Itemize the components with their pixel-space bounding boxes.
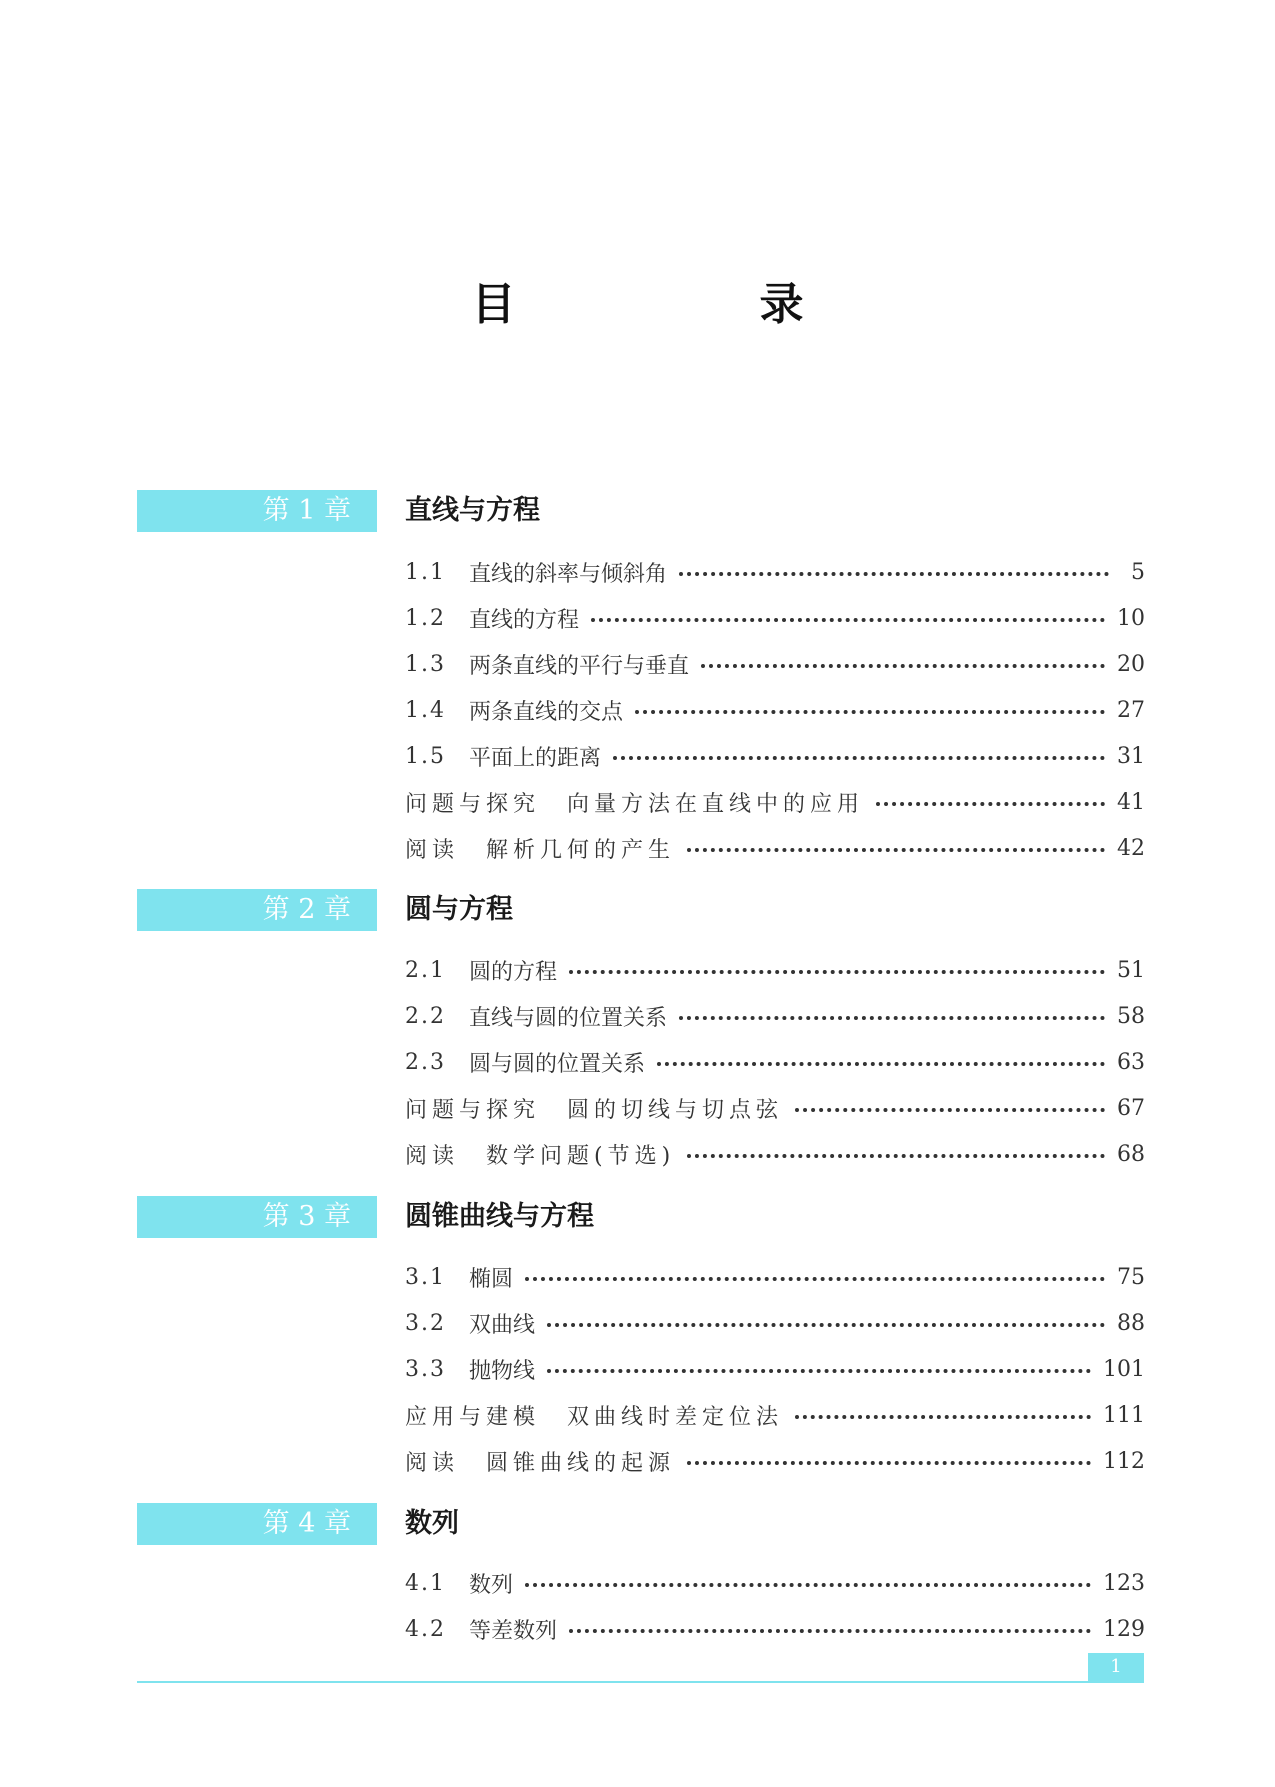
page-ref: 88 xyxy=(1117,1310,1145,1336)
toc-entry[interactable] xyxy=(405,1308,1145,1338)
section-number: 1.5 xyxy=(405,743,446,769)
section-title: 直线的斜率与倾斜角 xyxy=(469,561,668,587)
section-number: 2.2 xyxy=(405,1003,446,1029)
toc-entry[interactable] xyxy=(405,1093,1145,1123)
section-title: 问题与探究 圆的切线与切点弦 xyxy=(405,1097,784,1123)
toc-entry[interactable] xyxy=(405,695,1145,725)
page-ref: 101 xyxy=(1103,1356,1145,1382)
toc-entry[interactable] xyxy=(405,1400,1145,1430)
leader-dots xyxy=(701,664,1105,668)
page-ref: 10 xyxy=(1117,605,1145,631)
leader-dots xyxy=(613,756,1105,760)
section-title: 椭圆 xyxy=(469,1266,514,1292)
leader-dots xyxy=(795,1108,1105,1112)
section-title: 直线与圆的位置关系 xyxy=(469,1005,668,1031)
page-ref: 31 xyxy=(1117,743,1145,769)
page-title: 目 录 xyxy=(471,279,904,330)
page-ref: 123 xyxy=(1103,1570,1145,1596)
section-title: 数列 xyxy=(469,1572,514,1598)
section-title: 等差数列 xyxy=(469,1618,558,1644)
section-number: 2.1 xyxy=(405,957,446,983)
page-ref: 111 xyxy=(1103,1402,1145,1428)
leader-dots xyxy=(525,1277,1105,1281)
leader-dots xyxy=(687,1154,1105,1158)
leader-dots xyxy=(657,1062,1105,1066)
section-number: 1.3 xyxy=(405,651,446,677)
section-title: 抛物线 xyxy=(469,1358,536,1384)
section-title: 平面上的距离 xyxy=(469,745,602,771)
leader-dots xyxy=(591,618,1105,622)
section-number: 1.4 xyxy=(405,697,446,723)
chapter-badge: 第 3 章 xyxy=(137,1196,377,1238)
chapter-badge: 第 1 章 xyxy=(137,490,377,532)
toc-entry[interactable] xyxy=(405,649,1145,679)
section-number: 2.3 xyxy=(405,1049,446,1075)
chapter-title[interactable]: 圆与方程 xyxy=(405,894,513,925)
page-ref: 41 xyxy=(1117,789,1145,815)
section-title: 直线的方程 xyxy=(469,607,580,633)
chapter-title[interactable]: 圆锥曲线与方程 xyxy=(405,1201,594,1232)
footer-rule xyxy=(137,1681,1144,1683)
page-ref: 27 xyxy=(1117,697,1145,723)
page-ref: 51 xyxy=(1117,957,1145,983)
toc-entry[interactable] xyxy=(405,603,1145,633)
toc-entry[interactable] xyxy=(405,955,1145,985)
page-ref: 63 xyxy=(1117,1049,1145,1075)
toc-entry[interactable] xyxy=(405,1568,1145,1598)
leader-dots xyxy=(876,802,1105,806)
page-ref: 67 xyxy=(1117,1095,1145,1121)
toc-entry[interactable] xyxy=(405,1262,1145,1292)
leader-dots xyxy=(547,1323,1105,1327)
toc-entry[interactable] xyxy=(405,833,1145,863)
toc-entry[interactable] xyxy=(405,1001,1145,1031)
chapter-title[interactable]: 数列 xyxy=(405,1508,459,1539)
page-number: 1 xyxy=(1088,1653,1144,1681)
leader-dots xyxy=(795,1415,1091,1419)
section-number: 4.2 xyxy=(405,1616,446,1642)
section-title: 阅读 数学问题(节选) xyxy=(405,1143,676,1169)
section-title: 双曲线 xyxy=(469,1312,536,1338)
page-ref: 20 xyxy=(1117,651,1145,677)
page-ref: 5 xyxy=(1131,559,1145,585)
chapter-title[interactable]: 直线与方程 xyxy=(405,495,540,526)
toc-entry[interactable] xyxy=(405,787,1145,817)
section-title: 问题与探究 向量方法在直线中的应用 xyxy=(405,791,865,817)
page-ref: 112 xyxy=(1103,1448,1145,1474)
section-title: 应用与建模 双曲线时差定位法 xyxy=(405,1404,784,1430)
section-number: 1.1 xyxy=(405,559,446,585)
page-ref: 42 xyxy=(1117,835,1145,861)
section-title: 阅读 圆锥曲线的起源 xyxy=(405,1450,676,1476)
section-number: 3.1 xyxy=(405,1264,446,1290)
page-ref: 68 xyxy=(1117,1141,1145,1167)
section-title: 圆与圆的位置关系 xyxy=(469,1051,646,1077)
section-number: 3.2 xyxy=(405,1310,446,1336)
toc-entry[interactable] xyxy=(405,1354,1145,1384)
section-number: 4.1 xyxy=(405,1570,446,1596)
leader-dots xyxy=(635,710,1105,714)
page-ref: 75 xyxy=(1117,1264,1145,1290)
section-title: 圆的方程 xyxy=(469,959,558,985)
leader-dots xyxy=(687,1461,1091,1465)
page-ref: 58 xyxy=(1117,1003,1145,1029)
leader-dots xyxy=(525,1583,1091,1587)
leader-dots xyxy=(547,1369,1091,1373)
section-title: 两条直线的平行与垂直 xyxy=(469,653,690,679)
chapter-badge: 第 4 章 xyxy=(137,1503,377,1545)
toc-entry[interactable] xyxy=(405,1614,1145,1644)
toc-entry[interactable] xyxy=(405,1047,1145,1077)
page-ref: 129 xyxy=(1103,1616,1145,1642)
leader-dots xyxy=(569,1629,1091,1633)
section-number: 3.3 xyxy=(405,1356,446,1382)
leader-dots xyxy=(679,572,1109,576)
section-title: 两条直线的交点 xyxy=(469,699,624,725)
toc-entry[interactable] xyxy=(405,557,1145,587)
section-number: 1.2 xyxy=(405,605,446,631)
chapter-badge: 第 2 章 xyxy=(137,889,377,931)
leader-dots xyxy=(569,970,1105,974)
leader-dots xyxy=(679,1016,1105,1020)
leader-dots xyxy=(687,848,1105,852)
section-title: 阅读 解析几何的产生 xyxy=(405,837,676,863)
toc-entry[interactable] xyxy=(405,741,1145,771)
toc-entry[interactable] xyxy=(405,1139,1145,1169)
toc-entry[interactable] xyxy=(405,1446,1145,1476)
